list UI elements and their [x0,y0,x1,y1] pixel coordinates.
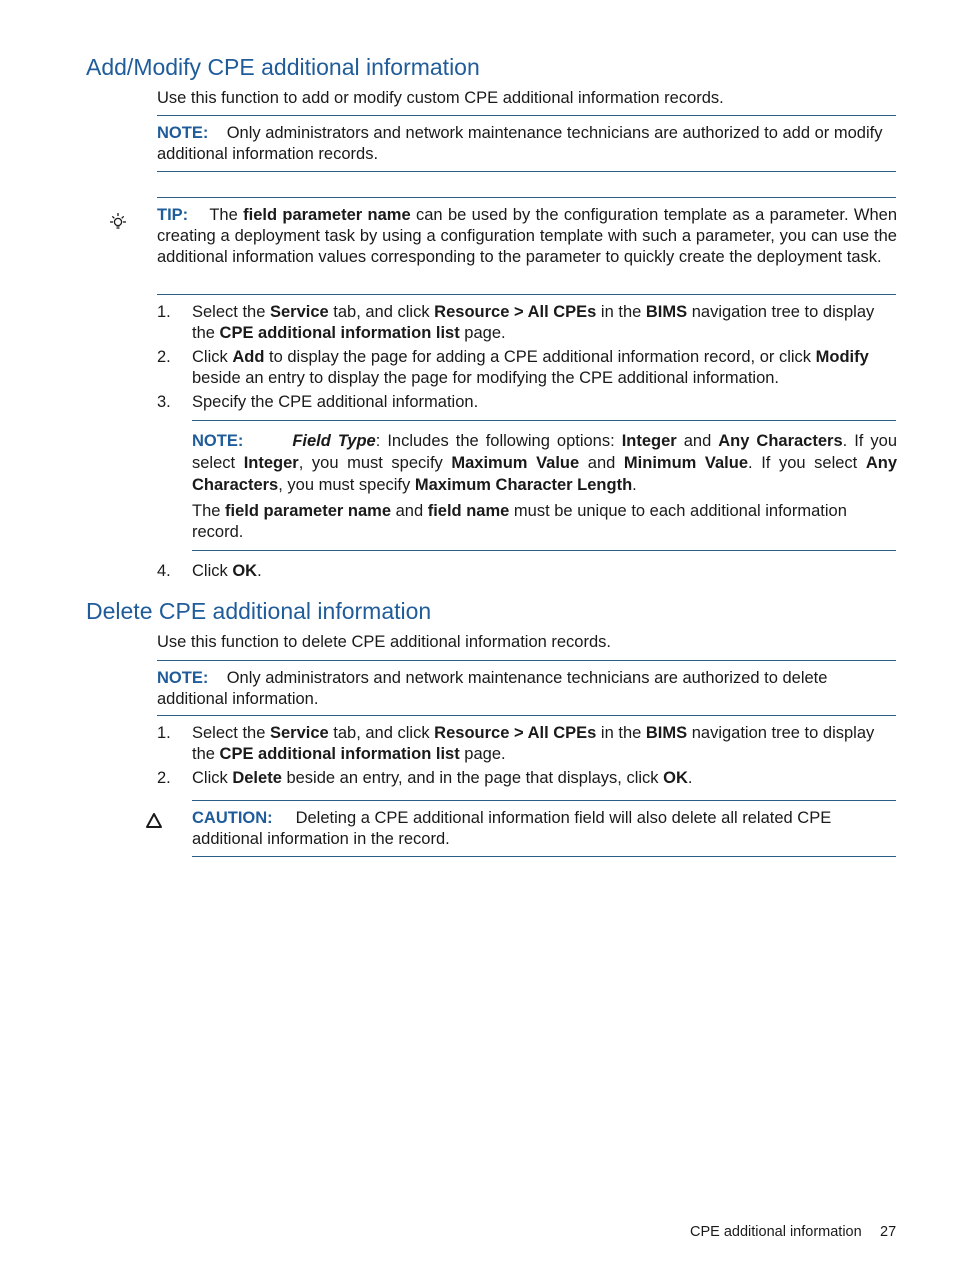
section-intro: Use this function to add or modify custom CPE additional information records. [157,89,724,107]
note-text: Only administrators and network maintenance technicians are authorized to delete additional information. [157,669,828,708]
note2-block [192,430,897,496]
note2-rule-top [192,420,896,421]
section-heading-add-modify: Add/Modify CPE additional information [86,54,480,80]
step-text: navigation tree to display the [192,303,875,342]
note2-text: : Includes the following options: [375,432,622,450]
note2-italic: Field Type [292,432,376,450]
note2-rule-bottom [192,550,896,551]
step-bold: Resource > All CPEs [434,724,597,742]
tip-label: TIP: [157,206,189,224]
note2-bold: Maximum Value [451,454,580,472]
step-2 [192,347,897,389]
step-number: 2. [157,769,171,787]
caution-block [192,808,897,850]
caution-rule-bottom [192,856,896,857]
note2-bold: Integer [243,454,299,472]
note2-bold: Any Characters [192,454,898,494]
step-number: 4. [157,562,171,580]
note-block [157,668,896,710]
step-text: . [687,769,693,787]
step-2 [192,768,897,789]
step-number: 3. [157,393,171,411]
tip-text: can be used by the configuration template as a parameter. When creating a deployment task by using a configuration template with such a parameter, you can use the additional information values corresponding to the parameter to quickly create the deployment task. [157,206,898,266]
step-text: page. [459,745,506,763]
note2-text: , you must specify [278,476,415,494]
step-bold: CPE additional information list [219,745,460,763]
tip-text: The [209,206,244,224]
note-rule-top [157,660,896,661]
section-intro: Use this function to delete CPE additional information records. [157,633,611,651]
step-bold: Service [269,303,329,321]
note2-bold: Maximum Character Length [414,476,633,494]
step-text: in the [596,303,646,321]
step-text: in the [596,724,646,742]
step-bold: Service [269,724,329,742]
tip-bold-term: field parameter name [243,206,411,224]
note2-text: . If you select [192,432,897,472]
note-text: Only administrators and network maintenance technicians are authorized to add or modify additional information records. [157,124,883,163]
caution-rule-top [192,800,896,801]
step-text: navigation tree to display the [192,724,875,763]
note2-bold: Integer [621,432,677,450]
note-block [157,123,896,165]
step-bold: Add [232,348,265,366]
step-text: page. [459,324,506,342]
warning-triangle-icon [145,812,163,835]
section-heading-delete: Delete CPE additional information [86,598,432,624]
step-bold: Resource > All CPEs [434,303,597,321]
step-number: 1. [157,724,171,742]
step-bold: Delete [232,769,282,787]
note2-bold: field parameter name [225,502,392,520]
step-text: beside an entry to display the page for modifying the CPE additional information. [192,369,780,387]
tip-block [157,205,897,268]
step-1 [192,723,897,765]
step-number: 1. [157,303,171,321]
note2-text: must be unique to each additional information record. [192,502,847,541]
note2-text: and [676,432,719,450]
step-text: tab, and click [328,724,435,742]
note2-bold: field name [427,502,510,520]
step-text: beside an entry, and in the page that displays, click [281,769,664,787]
note2-text: . If you select [748,454,866,472]
step-4 [192,561,897,582]
step-1 [192,302,897,344]
step-3: Specify the CPE additional information. [192,393,479,411]
note-label: NOTE: [157,124,209,142]
step-text: Click [192,562,233,580]
step-text: tab, and click [328,303,435,321]
note2-bold: Minimum Value [623,454,749,472]
step-text: to display the page for adding a CPE additional information record, or click [264,348,816,366]
note-label: NOTE: [157,669,209,687]
note2-text: . [632,476,637,494]
step-bold: BIMS [645,303,688,321]
caution-text: Deleting a CPE additional information field will also delete all related CPE additional information in the record. [192,809,832,848]
step-text: Click [192,348,233,366]
step-bold: BIMS [645,724,688,742]
note2-text: and [391,502,428,520]
step-bold: Modify [815,348,869,366]
step-text: . [257,562,262,580]
note2-text: The [192,502,226,520]
step-number: 2. [157,348,171,366]
note-rule-top [157,115,896,116]
note2-text: , you must specify [298,454,452,472]
note-rule-bottom [157,171,896,172]
step-bold: OK [663,769,688,787]
step-bold: CPE additional information list [219,324,460,342]
note-rule-bottom [157,715,896,716]
note2-paragraph-2 [192,501,897,543]
tip-rule-bottom [157,294,896,295]
caution-label: CAUTION: [192,809,273,827]
note2-bold: Any Characters [718,432,843,450]
step-text: Select the [192,303,270,321]
lightbulb-icon [108,210,128,238]
step-bold: OK [232,562,258,580]
footer-title: CPE additional information [690,1224,862,1240]
tip-rule-top [157,197,896,198]
step-text: Select the [192,724,270,742]
step-text: Click [192,769,233,787]
page-number: 27 [880,1224,897,1240]
note2-text: and [579,454,624,472]
note2-label: NOTE: [192,432,244,450]
